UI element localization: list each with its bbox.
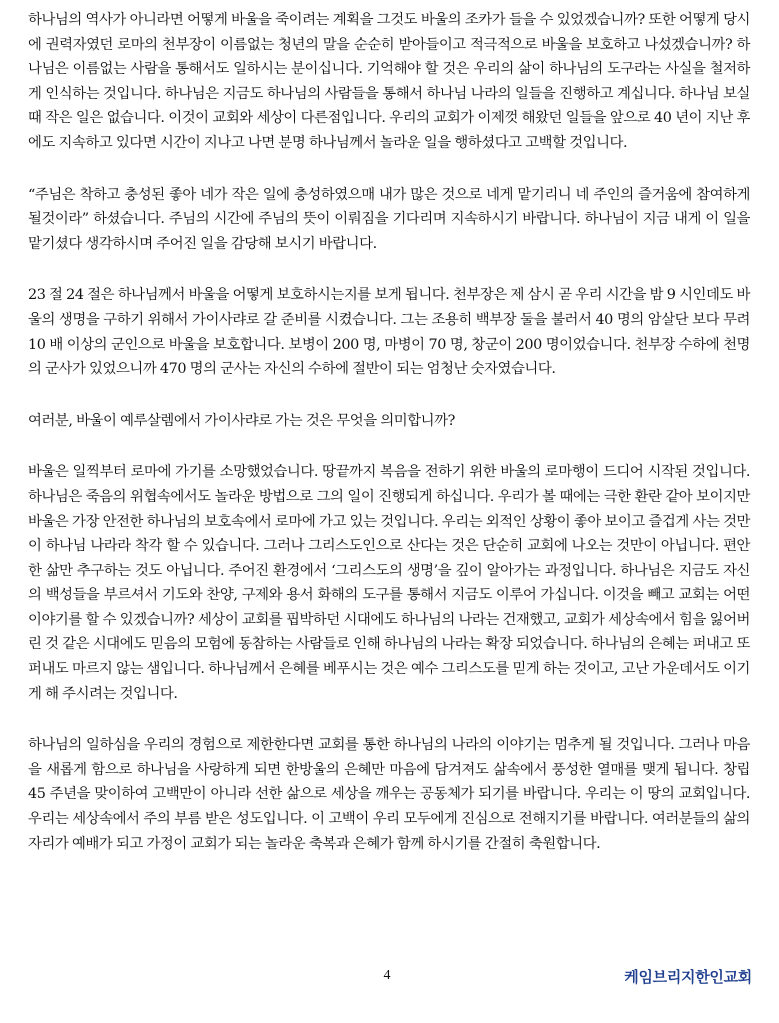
paragraph-4: 여러분, 바울이 예루살렘에서 가이사랴로 가는 것은 무엇을 의미합니까? bbox=[28, 412, 455, 429]
paragraph-1: 하나님의 역사가 아니라면 어떻게 바울을 죽이려는 계획을 그것도 바울의 조카가 들을 수 있었겠습니까? 또한 어떻게 당시에 권력자였던 로마의 천부장이 이름없는 청년의 말을 순순히 받아들이고 적극적으로 바울을 보호하고 나섰겠습니까? 하나님은 이름없는 사람을 통해서도 일하시는 분이십니다. 기억해야 할 것은 우리의 삶이 하나님의 도구라는 사실을 철저하게 인식하는 것입니다. 하나님은 지금도 하나님의 사람들을 통해서 하나님 나라의 일들을 진행하고 계십니다. 하나님 보실 때 작은 일은 없습니다. 이것이 교회와 세상이 다른점입니다. 우리의 교회가 이제껏 해왔던 일들을 앞으로 40 년이 지난 후에도 지속하고 있다면 시간이 지나고 나면 분명 하나님께서 놀라운 일을 행하셨다고 고백할 것입니다. bbox=[28, 12, 750, 151]
church-name: 케임브리지한인교회 bbox=[624, 968, 752, 986]
document-body bbox=[28, 8, 750, 883]
page-number: 4 bbox=[383, 968, 391, 983]
paragraph-2: “주님은 착하고 충성된 좋아 네가 작은 일에 충성하였으매 내가 많은 것으로 네게 맡기리니 네 주인의 즐거움에 참여하게 될것이라” 하셨습니다. 주님의 시간에 주님의 뜻이 이뤄짐을 기다리며 지속하시기 바랍니다. 하나님이 지금 내게 이 일을 맡기셨다 생각하시며 주어진 일을 감당해 보시기 바랍니다. bbox=[28, 186, 750, 252]
paragraph-5: 바울은 일찍부터 로마에 가기를 소망했었습니다. 땅끝까지 복음을 전하기 위한 바울의 로마행이 드디어 시작된 것입니다. 하나님은 죽음의 위협속에서도 놀라운 방법으로 그의 일이 진행되게 하십니다. 우리가 볼 때에는 극한 환란 같아 보이지만 바울은 가장 안전한 하나님의 보호속에서 로마에 가고 있는 것입니다. 우리는 외적인 상황이 좋아 보이고 즐겁게 사는 것만이 하나님 나라라 착각 할 수 있습니다. 그러나 그리스도인으로 산다는 것은 단순히 교회에 나오는 것만이 아닙니다. 편안한 삶만 추구하는 것도 아닙니다. 주어진 환경에서 ‘그리스도의 생명’을 깊이 알아가는 과정입니다. 하나님은 지금도 자신의 백성들을 부르셔서 기도와 찬양, 구제와 용서 화해의 도구를 통해서 지금도 이루어 가십니다. 이것을 빼고 교회는 어떤 이야기를 할 수 있겠습니까? 세상이 교회를 핍박하던 시대에도 하나님의 나라는 건재했고, 교회가 세상속에서 힘을 잃어버린 것 같은 시대에도 믿음의 모험에 동참하는 사람들로 인해 하나님의 나라는 확장 되었습니다. 하나님의 은혜는 퍼내고 또 퍼내도 마르지 않는 샘입니다. 하나님께서 은혜를 베푸시는 것은 예수 그리스도를 믿게 하는 것이고, 고난 가운데서도 이기게 해 주시려는 것입니다. bbox=[28, 464, 750, 702]
paragraph-6: 하나님의 일하심을 우리의 경험으로 제한한다면 교회를 통한 하나님의 나라의 이야기는 멈추게 될 것입니다. 그러나 마음을 새롭게 함으로 하나님을 사랑하게 되면 한방울의 은혜만 마음에 담겨져도 삶속에서 풍성한 열매를 맺게 됩니다. 창립 45 주년을 맞이하여 고백만이 아니라 선한 삶으로 세상을 깨우는 공동체가 되기를 바랍니다. 우리는 이 땅의 교회입니다. 우리는 세상속에서 주의 부름 받은 성도입니다. 이 고백이 우리 모두에게 진심으로 전해지기를 바랍니다. 여러분들의 삶의 자리가 예배가 되고 가정이 교회가 되는 놀라운 축복과 은혜가 함께 하시기를 간절히 축원합니다. bbox=[28, 737, 750, 852]
paragraph-3: 23 절 24 절은 하나님께서 바울을 어떻게 보호하시는지를 보게 됩니다. 천부장은 제 삼시 곧 우리 시간을 밤 9 시인데도 바울의 생명을 구하기 위해서 가이사랴로 갈 준비를 시켰습니다. 그는 조용히 백부장 둘을 불러서 40 명의 암살단 보다 무려 10 배 이상의 군인으로 바울을 보호합니다. 보병이 200 명, 마병이 70 명, 창군이 200 명이었습니다. 천부장 수하에 천명의 군사가 있었으니까 470 명의 군사는 자신의 수하에 절반이 되는 엄청난 숫자였습니다. bbox=[28, 287, 750, 378]
